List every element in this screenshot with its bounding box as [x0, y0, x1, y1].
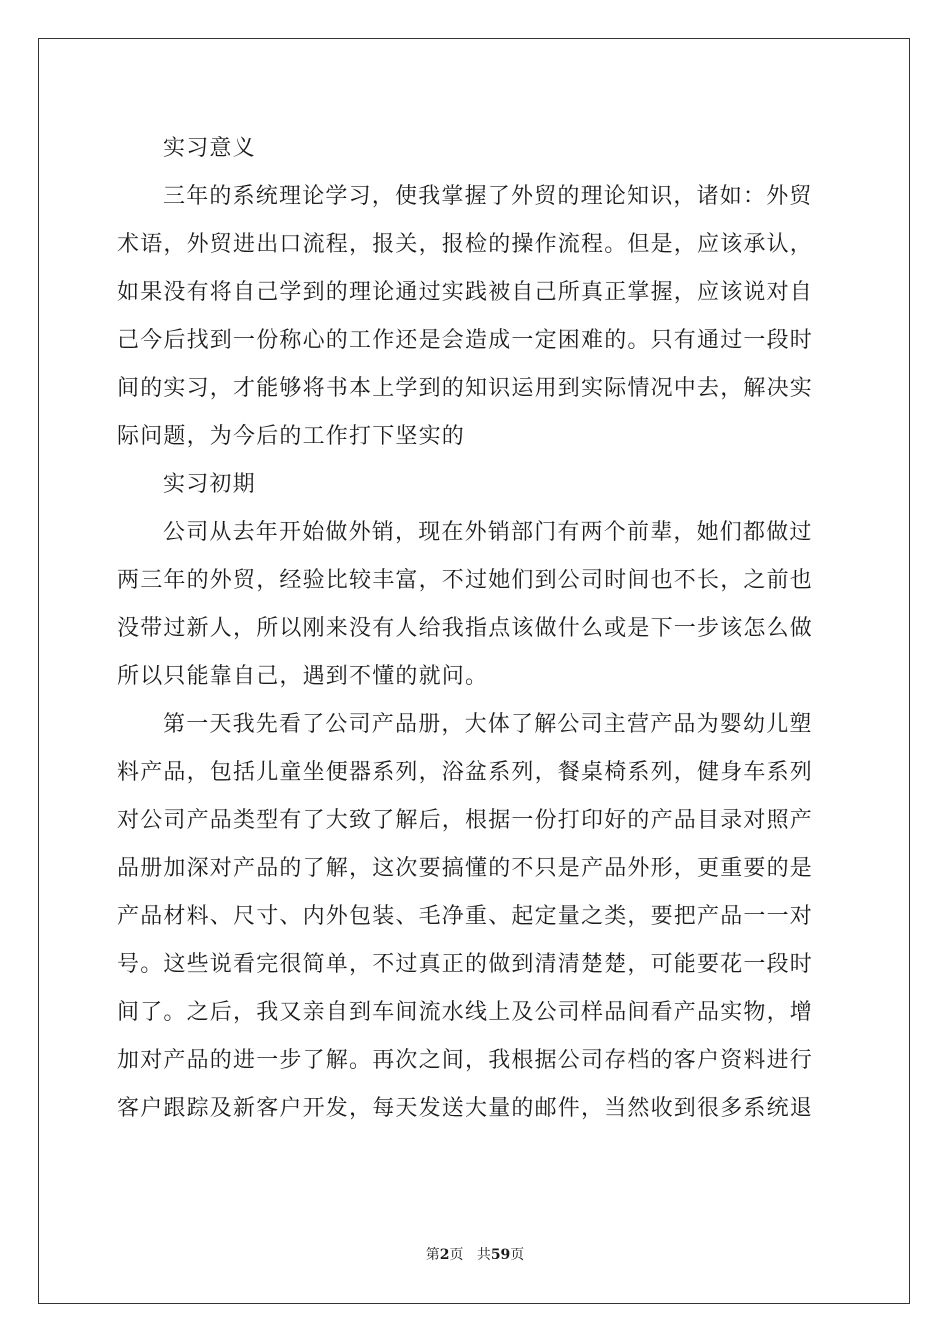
- paragraph-line: 号。这些说看完很简单，不过真正的做到清清楚楚，可能要花一段时: [117, 952, 814, 977]
- paragraph-line: 间了。之后，我又亲自到车间流水线上及公司样品间看产品实物，增: [117, 1000, 814, 1025]
- paragraph-line: 己今后找到一份称心的工作还是会造成一定困难的。只有通过一段时: [117, 328, 814, 353]
- total-pages: 59: [490, 1247, 511, 1263]
- paragraph-line: 公司从去年开始做外销，现在外销部门有两个前辈，她们都做过: [163, 520, 813, 545]
- paragraph-line: 第一天我先看了公司产品册，大体了解公司主营产品为婴幼儿塑: [163, 712, 813, 737]
- paragraph-line: 品册加深对产品的了解，这次要搞懂的不只是产品外形，更重要的是: [117, 856, 814, 881]
- paragraph-line: 术语，外贸进出口流程，报关，报检的操作流程。但是，应该承认，: [117, 232, 814, 257]
- document-body: [117, 125, 835, 1133]
- total-suffix: 页: [510, 1247, 525, 1263]
- page-number: 2: [439, 1247, 450, 1263]
- page-prefix: 第: [425, 1247, 440, 1263]
- paragraph-line: 料产品，包括儿童坐便器系列，浴盆系列，餐桌椅系列，健身车系列: [117, 760, 814, 785]
- paragraph-line: 加对产品的进一步了解。再次之间，我根据公司存档的客户资料进行: [117, 1048, 814, 1073]
- paragraph-line: 际问题，为今后的工作打下坚实的: [117, 424, 466, 449]
- page-footer: [0, 1244, 950, 1264]
- total-prefix: 共: [476, 1247, 491, 1263]
- section-heading: 实习初期: [163, 472, 256, 497]
- paragraph-line: 间的实习，才能够将书本上学到的知识运用到实际情况中去，解决实: [117, 376, 814, 401]
- paragraph-line: 产品材料、尺寸、内外包装、毛净重、起定量之类，要把产品一一对: [117, 904, 814, 929]
- page-suffix: 页: [449, 1247, 464, 1263]
- paragraph-line: 如果没有将自己学到的理论通过实践被自己所真正掌握，应该说对自: [117, 280, 814, 305]
- paragraph-line: 没带过新人，所以刚来没有人给我指点该做什么或是下一步该怎么做: [117, 616, 814, 641]
- paragraph-line: 两三年的外贸，经验比较丰富，不过她们到公司时间也不长，之前也: [117, 568, 814, 593]
- paragraph-line: 客户跟踪及新客户开发，每天发送大量的邮件，当然收到很多系统退: [117, 1096, 814, 1121]
- paragraph-line: 对公司产品类型有了大致了解后，根据一份打印好的产品目录对照产: [117, 808, 814, 833]
- paragraph-line: 所以只能靠自己，遇到不懂的就问。: [117, 664, 489, 689]
- paragraph-line: 三年的系统理论学习，使我掌握了外贸的理论知识，诸如：外贸: [163, 184, 813, 209]
- section-heading: 实习意义: [163, 136, 256, 161]
